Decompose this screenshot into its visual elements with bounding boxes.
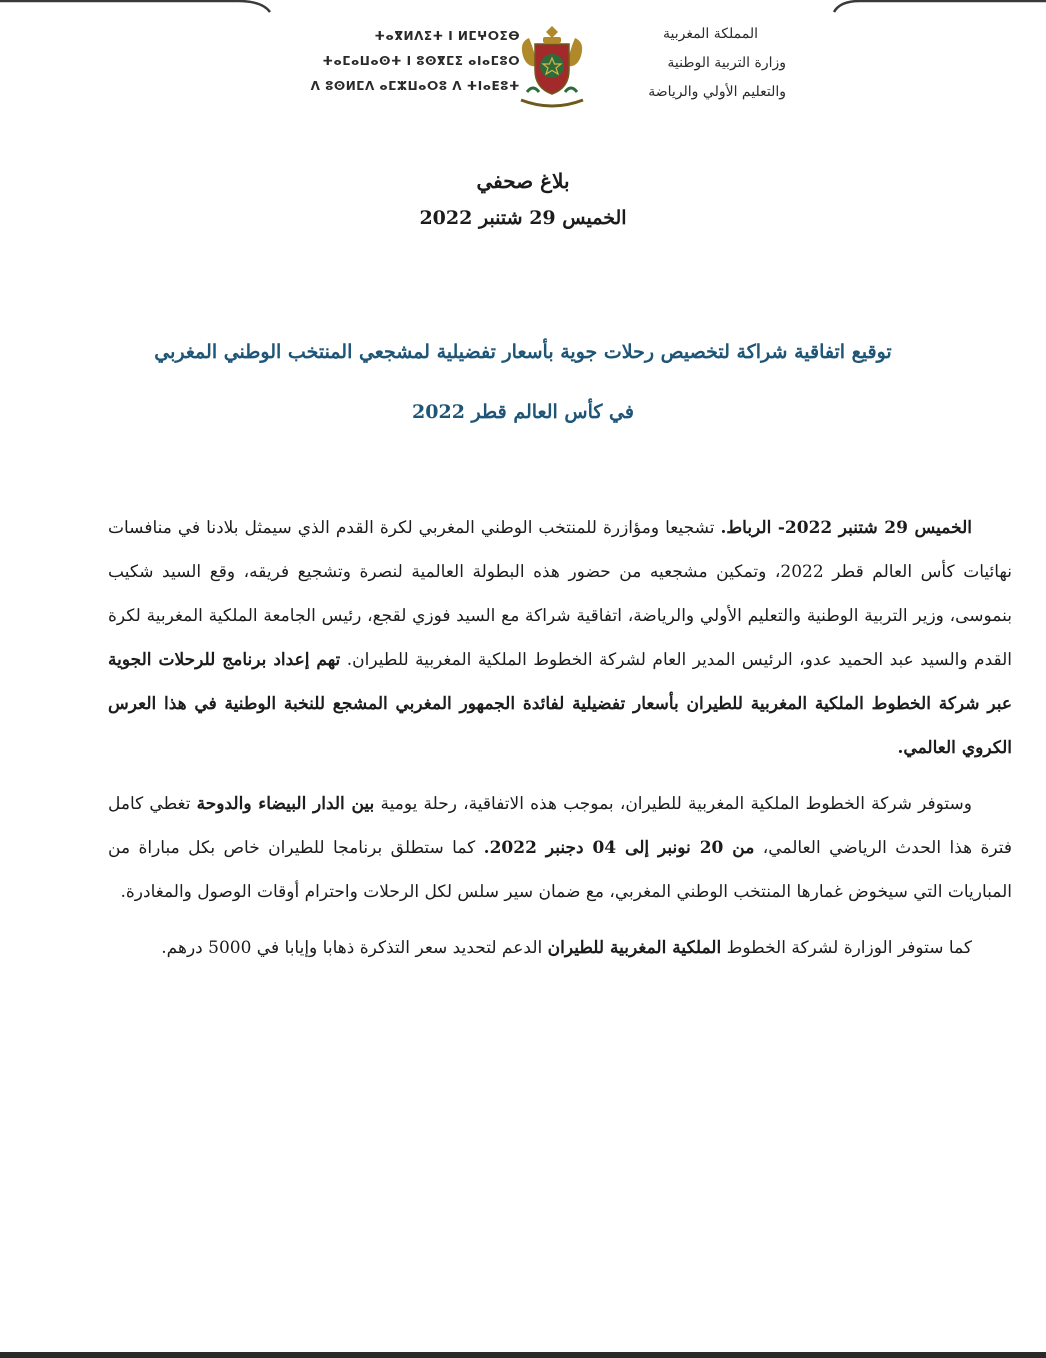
page-top-frame — [0, 0, 1046, 16]
page-bottom-edge — [0, 1352, 1046, 1358]
press-release-heading — [0, 162, 1046, 236]
paragraph-3-text-a: كما ستوفر الوزارة لشركة الخطوط — [721, 938, 972, 958]
press-release-date: الخميس 29 شتنبر 2022 — [419, 207, 627, 229]
ministry-name-line-1: وزارة التربية الوطنية — [667, 55, 786, 71]
paragraph-2-text-c: كما ستطلق برنامجا للطيران خاص بكل مباراة من المباريات التي سيخوض غمارها المنتخب الوطني المغربي، مع ضمان سير سلس لكل الرحلات واحترام أوقات الوصول والمغادرة. — [108, 838, 1012, 902]
route-emphasis: بين الدار البيضاء والدوحة — [196, 794, 375, 814]
paragraph-2-text-b: تغطي كامل فترة هذا الحدث الرياضي العالمي، — [108, 794, 1013, 858]
press-release-label: بلاغ صحفي — [476, 169, 570, 193]
dateline: الخميس 29 شتنبر 2022- الرباط. — [720, 518, 972, 538]
period-emphasis: من 20 نونبر إلى 04 دجنبر 2022. — [483, 838, 755, 858]
paragraph-2-text-a: وستوفر شركة الخطوط الملكية المغربية للطيران، بموجب هذه الاتفاقية، رحلة يومية — [374, 794, 973, 814]
ministry-name-line-2: والتعليم الأولي والرياضة — [648, 84, 786, 100]
paragraph-3-text-b: الدعم لتحديد سعر التذكرة ذهابا وإيابا في 5000 درهم. — [161, 938, 548, 958]
paragraph-1-emphasis: تهم إعداد برنامج للرحلات الجوية عبر شركة الخطوط الملكية المغربية للطيران بأسعار تفضيلية لفائدة الجمهور المغربي المشجع للنخبة الوطنية في هذا العرس الكروي العالمي. — [108, 650, 1012, 758]
ministry-header — [590, 20, 786, 107]
airline-emphasis: الملكية المغربية للطيران — [547, 938, 722, 958]
tifinagh-line-2: ⵜⴰⵎⴰⵡⴰⵙⵜ ⵏ ⵓⵙⴳⵎⵉ ⴰⵏⴰⵎⵓⵔ — [322, 54, 520, 68]
tifinagh-header — [300, 24, 520, 99]
headline-line-1: توقيع اتفاقية شراكة لتخصيص رحلات جوية بأسعار تفضيلية لمشجعي المنتخب الوطني المغربي — [154, 341, 892, 363]
tifinagh-line-3: ⴷ ⵓⵙⵍⵎⴷ ⴰⵎⵣⵡⴰⵔⵓ ⴷ ⵜⵏⴰⴹⵓⵜ — [310, 79, 520, 93]
press-release-body — [108, 506, 1012, 970]
tifinagh-line-1: ⵜⴰⴳⵍⴷⵉⵜ ⵏ ⵍⵎⵖⵔⵉⴱ — [374, 29, 520, 43]
headline — [120, 326, 926, 438]
kingdom-name: المملكة المغربية — [662, 26, 758, 42]
letterhead — [0, 20, 1046, 120]
moroccan-coat-of-arms-icon — [513, 22, 591, 112]
paragraph-3 — [108, 926, 1012, 970]
paragraph-2 — [108, 782, 1012, 914]
paragraph-1-text: تشجيعا ومؤازرة للمنتخب الوطني المغربي لكرة القدم الذي سيمثل بلادنا في منافسات نهائيات كأس العالم قطر 2022، وتمكين مشجعيه من حضور هذه البطولة العالمية لنصرة وتشجيع فريقه، وقع السيد شكيب بنموسى، وزير التربية الوطنية والتعليم الأولي والرياضة، اتفاقية شراكة مع السيد فوزي لقجع، رئيس الجامعة الملكية المغربية لكرة القدم والسيد عبد الحميد عدو، الرئيس المدير العام لشركة الخطوط الملكية المغربية للطيران. — [108, 518, 1012, 670]
headline-line-2: في كأس العالم قطر 2022 — [412, 401, 634, 423]
paragraph-1 — [108, 506, 1012, 770]
